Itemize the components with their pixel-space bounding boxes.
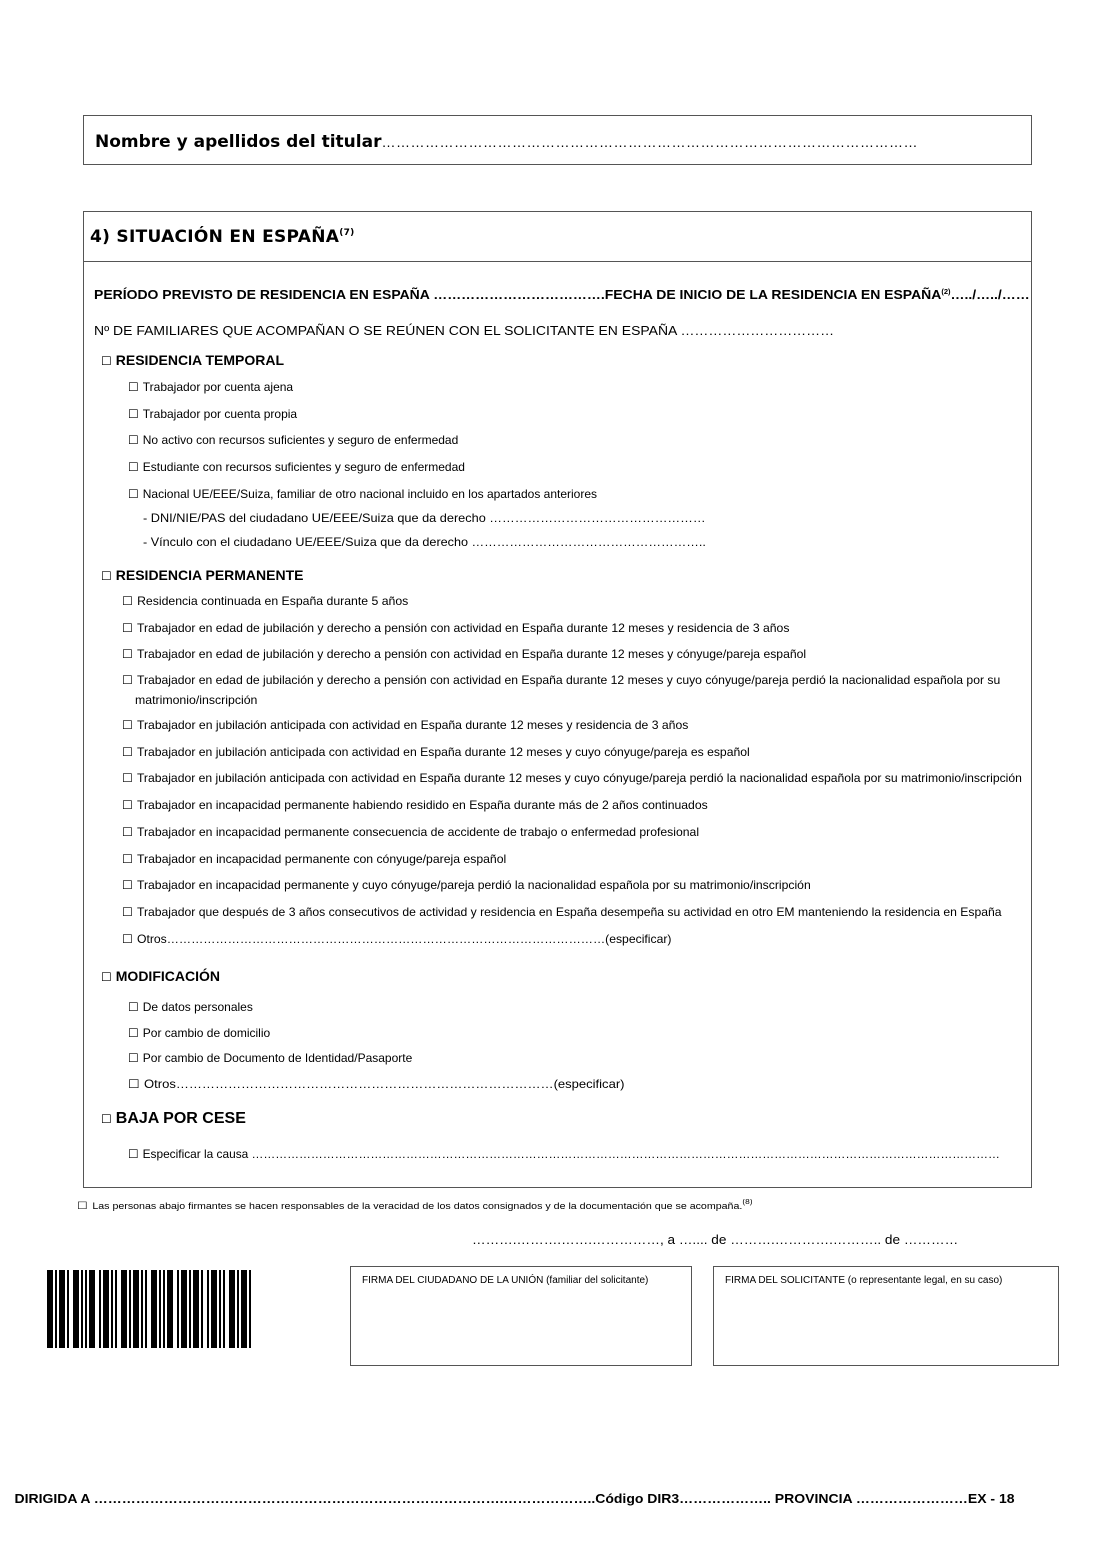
checkbox-icon: ☐ xyxy=(128,1077,140,1091)
familiares-line[interactable]: Nº DE FAMILIARES QUE ACOMPAÑAN O SE REÚNEN CON EL SOLICITANTE EN ESPAÑA …………………………… xyxy=(94,323,835,338)
titular-label: Nombre y apellidos del titular xyxy=(95,132,382,152)
temporal-item[interactable]: ☐ Estudiante con recursos suficientes y seguro de enfermedad xyxy=(128,460,465,474)
checkbox-icon: ☐ xyxy=(101,1112,112,1126)
footer-line: DIRIGIDA A …………………………………………………………………………….………………..Código DIR3……………….. PROVINCIA ……………………EX - 18 xyxy=(14,1491,1015,1506)
checkbox-icon: ☐ xyxy=(122,771,133,785)
baja-causa-field[interactable]: ☐ Especificar la causa ……………………………………………………………………………………………………………………………………………………………………… xyxy=(128,1147,1000,1161)
checkbox-icon: ☐ xyxy=(122,932,133,946)
checkbox-icon: ☐ xyxy=(122,673,133,687)
checkbox-icon: ☐ xyxy=(122,594,133,608)
modificacion-item-otros[interactable]: ☐ Otros……………………………………………………………………………(especificar) xyxy=(128,1077,625,1091)
temporal-item[interactable]: ☐ Trabajador por cuenta propia xyxy=(128,407,298,421)
firma-solicitante-box[interactable] xyxy=(713,1266,1059,1366)
titular-box xyxy=(83,115,1032,165)
permanente-item-continuation: matrimonio/inscripción xyxy=(135,693,258,707)
checkbox-icon: ☐ xyxy=(122,798,133,812)
declaration-note: (8) xyxy=(742,1199,753,1206)
firma-ciudadano-box[interactable] xyxy=(350,1266,692,1366)
checkbox-icon: ☐ xyxy=(122,878,133,892)
barcode-image xyxy=(47,1270,317,1348)
permanente-item[interactable]: ☐ Trabajador en jubilación anticipada con actividad en España durante 12 meses y cuyo cónyuge/pareja perdió la nacionalidad española por su matrimonio/inscripción xyxy=(122,771,1022,785)
checkbox-icon: ☐ xyxy=(101,970,112,984)
permanente-item-otros[interactable]: ☐ Otros………………………………………………………………………………………………(especificar) xyxy=(122,932,672,946)
date-line[interactable]: ……….……….…….……………, a ….... de ……….………….……….. de ………… xyxy=(472,1232,959,1247)
checkbox-icon: ☐ xyxy=(128,460,139,474)
permanente-heading[interactable]: ☐ RESIDENCIA PERMANENTE xyxy=(101,567,304,583)
declaration-checkbox[interactable]: ☐ Las personas abajo firmantes se hacen responsables de la veracidad de los datos consignados y de la documentación que se acompaña.$^{(8)}$ xyxy=(77,1199,753,1212)
permanente-item[interactable]: ☐ Trabajador en edad de jubilación y derecho a pensión con actividad en España durante 12 meses y residencia de 3 años xyxy=(122,621,790,635)
checkbox-icon: ☐ xyxy=(128,487,139,501)
permanente-item[interactable]: ☐ Trabajador en edad de jubilación y derecho a pensión con actividad en España durante 12 meses y cónyuge/pareja español xyxy=(122,647,807,661)
permanente-item[interactable]: ☐ Trabajador que después de 3 años consecutivos de actividad y residencia en España desempeña su actividad en otro EM manteniendo la residencia en España xyxy=(122,905,1002,919)
checkbox-icon: ☐ xyxy=(122,825,133,839)
checkbox-icon: ☐ xyxy=(101,354,112,368)
baja-heading[interactable]: ☐ BAJA POR CESE xyxy=(101,1110,246,1127)
permanente-item[interactable]: ☐ Trabajador en incapacidad permanente y cuyo cónyuge/pareja perdió la nacionalidad española por su matrimonio/inscripción xyxy=(122,878,811,892)
checkbox-icon: ☐ xyxy=(101,569,112,583)
modificacion-item[interactable]: ☐ Por cambio de Documento de Identidad/Pasaporte xyxy=(128,1051,413,1065)
section-header xyxy=(84,212,1031,262)
checkbox-icon: ☐ xyxy=(122,718,133,732)
modificacion-heading[interactable]: ☐ MODIFICACIÓN xyxy=(101,968,220,984)
permanente-item[interactable]: ☐ Trabajador en incapacidad permanente consecuencia de accidente de trabajo o enfermedad profesional xyxy=(122,825,700,839)
checkbox-icon: ☐ xyxy=(128,1000,139,1014)
dni-field[interactable]: - DNI/NIE/PAS del ciudadano UE/EEE/Suiza que da derecho …………………………………………… xyxy=(143,511,706,525)
temporal-item[interactable]: ☐ No activo con recursos suficientes y seguro de enfermedad xyxy=(128,433,459,447)
modificacion-item[interactable]: ☐ De datos personales xyxy=(128,1000,253,1014)
permanente-item[interactable]: ☐ Trabajador en incapacidad permanente habiendo residido en España durante más de 2 años continuados xyxy=(122,798,708,812)
permanente-item[interactable]: ☐ Trabajador en edad de jubilación y derecho a pensión con actividad en España durante 12 meses y cuyo cónyuge/pareja perdió la nacionalidad española por su xyxy=(122,673,1001,687)
checkbox-icon: ☐ xyxy=(122,745,133,759)
permanente-item[interactable]: ☐ Trabajador en jubilación anticipada con actividad en España durante 12 meses y cuyo cónyuge/pareja es español xyxy=(122,745,750,759)
section-title-note: (7) xyxy=(339,228,355,238)
periodo-note: (2) xyxy=(941,289,951,296)
checkbox-icon: ☐ xyxy=(122,621,133,635)
checkbox-icon: ☐ xyxy=(122,647,133,661)
barcode-bar xyxy=(251,1270,253,1348)
periodo-line[interactable]: PERÍODO PREVISTO DE RESIDENCIA EN ESPAÑA ……………………………….FECHA DE INICIO DE LA RESIDENCIA EN ESPAÑA$^{(2)}$…../…../…… xyxy=(94,287,1030,302)
checkbox-icon: ☐ xyxy=(128,1051,139,1065)
checkbox-icon: ☐ xyxy=(128,1147,139,1161)
temporal-item[interactable]: ☐ Nacional UE/EEE/Suiza, familiar de otro nacional incluido en los apartados anteriores xyxy=(128,487,598,501)
temporal-item[interactable]: ☐ Trabajador por cuenta ajena xyxy=(128,380,294,394)
permanente-item[interactable]: ☐ Trabajador en jubilación anticipada con actividad en España durante 12 meses y residencia de 3 años xyxy=(122,718,689,732)
modificacion-item[interactable]: ☐ Por cambio de domicilio xyxy=(128,1026,271,1040)
permanente-item[interactable]: ☐ Trabajador en incapacidad permanente con cónyuge/pareja español xyxy=(122,852,507,866)
checkbox-icon: ☐ xyxy=(128,433,139,447)
titular-field[interactable] xyxy=(95,131,918,152)
checkbox-icon: ☐ xyxy=(128,380,139,394)
section-title: 4) SITUACIÓN EN ESPAÑA$^{(7)}$ xyxy=(90,227,355,247)
checkbox-icon: ☐ xyxy=(122,905,133,919)
checkbox-icon: ☐ xyxy=(77,1201,88,1212)
titular-dots: ………………………………………………………………………………………………… xyxy=(381,134,918,150)
temporal-heading[interactable]: ☐ RESIDENCIA TEMPORAL xyxy=(101,352,285,368)
permanente-item[interactable]: ☐ Residencia continuada en España durante 5 años xyxy=(122,594,409,608)
firma-ciudadano-label: FIRMA DEL CIUDADANO DE LA UNIÓN (familiar del solicitante) xyxy=(362,1275,649,1286)
checkbox-icon: ☐ xyxy=(128,407,139,421)
checkbox-icon: ☐ xyxy=(128,1026,139,1040)
checkbox-icon: ☐ xyxy=(122,852,133,866)
firma-solicitante-label: FIRMA DEL SOLICITANTE (o representante legal, en su caso) xyxy=(725,1275,1003,1286)
vinculo-field[interactable]: - Vínculo con el ciudadano UE/EEE/Suiza que da derecho ……………………………………………….. xyxy=(143,535,706,549)
